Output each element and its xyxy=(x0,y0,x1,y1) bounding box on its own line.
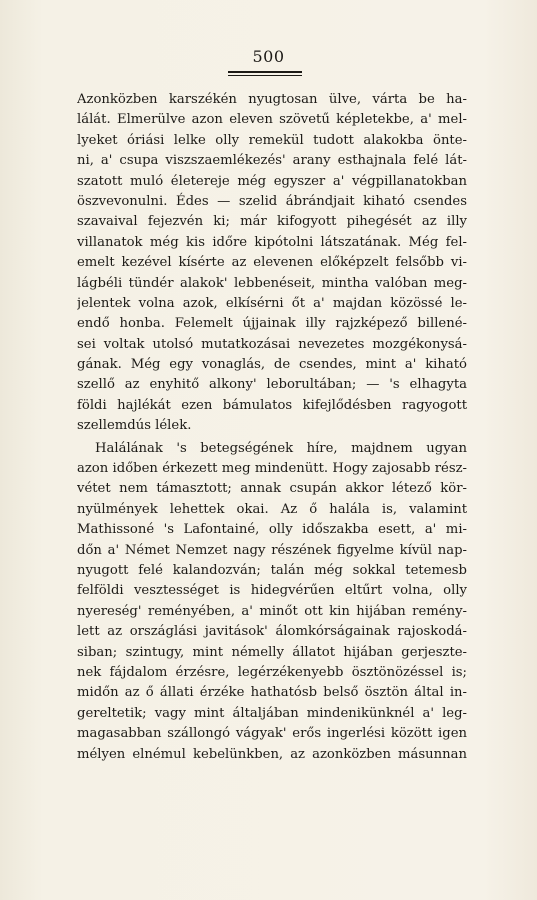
text-line: szavaival fejezvén ki; már kifogyott pihegését az illy xyxy=(77,214,467,230)
text-line: öszvevonulni. Édes — szelid ábrándjait kiható csendes xyxy=(77,193,467,209)
text-line: lett az országlási javitások' álomkórságainak rajoskodá- xyxy=(77,624,467,640)
text-line: dőn a' Német Nemzet nagy részének figyelme kívül nap- xyxy=(77,542,467,558)
text-line: gának. Még egy vonaglás, de csendes, mint a' kiható xyxy=(77,357,467,373)
paragraph-2 xyxy=(77,439,467,765)
text-line: Azonközben karszékén nyugtosan ülve, várta be ha- xyxy=(77,92,467,107)
text-line: Halálának 's betegségének híre, majdnem ugyan xyxy=(95,440,467,456)
text-line: emelt kezével kísérte az elevenen előképzelt felsőbb vi- xyxy=(77,255,467,271)
text-line: gereltetik; vagy mint általjában mindenikünknél a' leg- xyxy=(77,705,467,721)
text-line: szellemdús lélek. xyxy=(77,418,192,434)
text-line: nyugott felé kalandozván; talán még sokkal tetemesb xyxy=(77,562,467,578)
text-line: siban; szintugy, mint némelly állatot hijában gerjeszte- xyxy=(77,644,467,660)
text-line: nyülmények lehettek okai. Az ő halála is, valamint xyxy=(77,501,467,517)
text-line: lálát. Elmerülve azon eleven szövetű képletekbe, a' mel- xyxy=(77,112,467,128)
text-line: sei voltak utolsó mutatkozásai nevezetes mozgékonysá- xyxy=(77,336,467,352)
text-line: ni, a' csupa viszszaemlékezés' arany esthajnala felé lát- xyxy=(77,153,467,169)
text-body xyxy=(77,90,467,765)
text-line: felföldi vesztességet is hidegvérűen eltűrt volna, olly xyxy=(77,583,467,599)
header-rule-thin xyxy=(228,75,302,76)
text-line: lyeket óriási lelke olly remekül tudott alakokba önte- xyxy=(77,132,467,148)
text-line: földi hajlékát ezen bámulatos kifejlődésben ragyogott xyxy=(77,397,467,413)
text-line: endő honba. Felemelt újjainak illy rajzképező billené- xyxy=(77,316,467,332)
text-line: nek fájdalom érzésre, legérzékenyebb ösztönözéssel is; xyxy=(77,664,467,680)
text-line: nyereség' reményében, a' minőt ott kin hijában remény- xyxy=(77,603,467,619)
text-line: szellő az enyhitő alkony' leborultában; — 's elhagyta xyxy=(77,377,467,393)
text-line: lágbéli tündér alakok' lebbenéseit, mintha valóban meg- xyxy=(77,275,467,291)
text-line: Mathissoné 's Lafontainé, olly időszakba esett, a' mi- xyxy=(77,522,467,538)
text-line: vétet nem támasztott; annak csupán akkor létező kör- xyxy=(77,481,467,497)
paragraph-1 xyxy=(77,90,467,437)
text-line: midőn az ő állati érzéke hathatósb belső ösztön által in- xyxy=(77,685,467,701)
text-line: mélyen elnémul kebelünkben, az azonközben másunnan xyxy=(77,746,467,762)
text-line: azon időben érkezett meg mindenütt. Hogy zajosabb rész- xyxy=(77,461,467,477)
text-line: magasabban szállongó vágyak' erős ingerlési között igen xyxy=(77,726,467,742)
page-number: 500 xyxy=(252,47,285,66)
text-line: szatott muló életereje még egyszer a' végpillanatokban xyxy=(77,173,467,189)
text-line: jelentek volna azok, elkísérni őt a' majdan közössé le- xyxy=(77,295,467,311)
header-rule xyxy=(228,71,302,73)
text-line: villanatok még kis időre kipótolni látszatának. Még fel- xyxy=(77,234,467,250)
